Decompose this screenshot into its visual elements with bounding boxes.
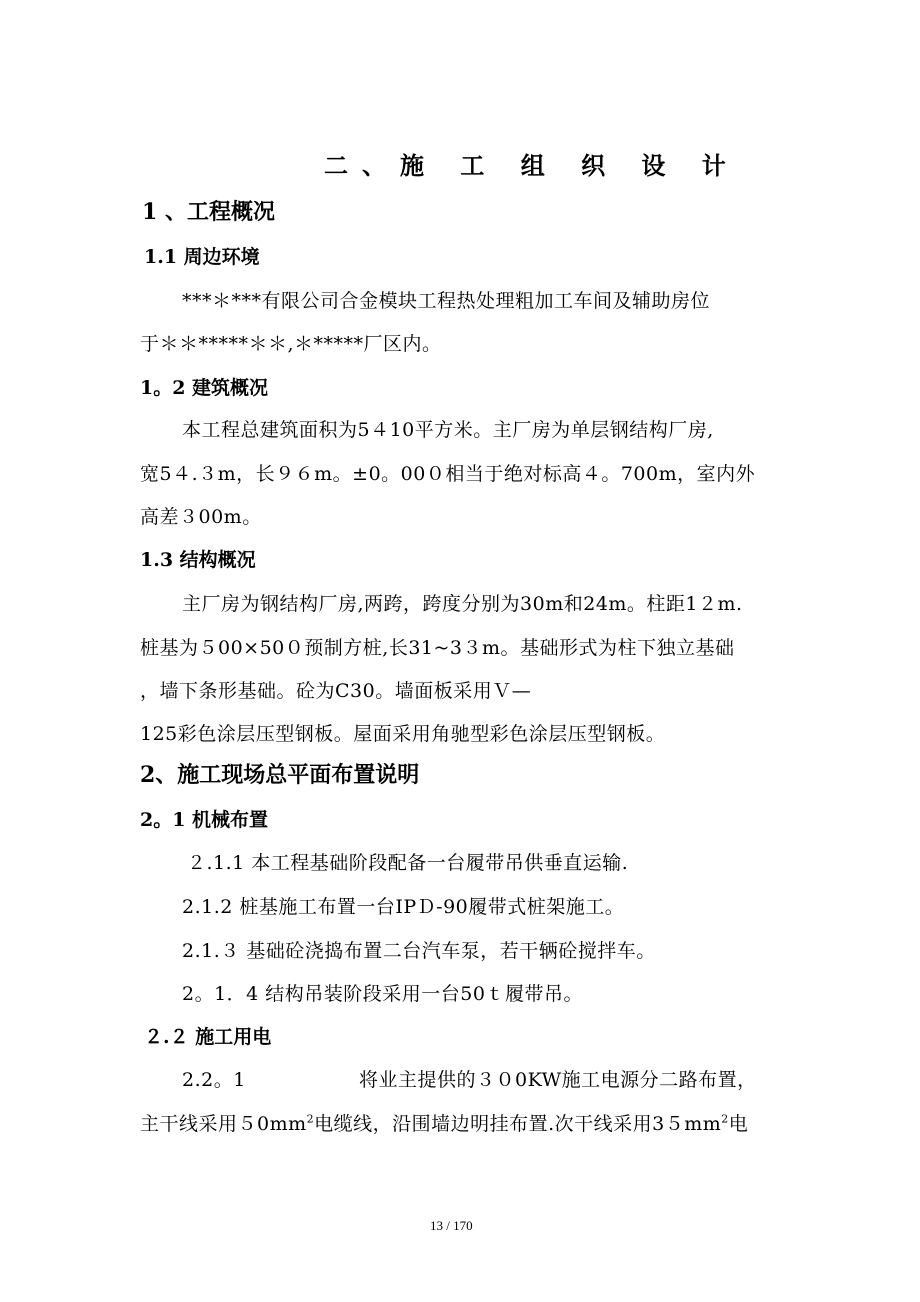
list-item-text: 将业主提供的３０0KW施工电源分二路布置， [359,1069,757,1091]
paragraph-line: 于＊＊*****＊＊,＊*****厂区内。 [140,333,442,355]
section-heading-2: 2、施工现场总平面布置说明 [140,762,420,788]
subsection-heading-2-1: 2。1 机械布置 [140,809,269,831]
paragraph-line: 本工程总建筑面积为5４10平方米。主厂房为单层钢结构厂房, [182,419,714,441]
paragraph-line [140,1110,748,1138]
subsection-heading-1-2: 1。2 建筑概况 [140,377,269,399]
list-item-number: 2.2。1 [182,1069,246,1091]
paragraph-line: ，墙下条形基础。砼为C30。墙面板采用Ｖ— [140,680,532,702]
list-item: 2。1．4 结构吊装阶段采用一台50ｔ履带吊。 [182,983,583,1005]
paragraph-line: ***＊***有限公司合金模块工程热处理粗加工车间及辅助房位 [182,290,711,312]
section-heading-1: 1 、工程概况 [142,199,275,225]
text-run: 电缆线，沿围墙边明挂布置.次干线采用3５mm [314,1113,722,1135]
list-item: ２.1.1 本工程基础阶段配备一台履带吊供垂直运输. [187,852,629,874]
paragraph-line: 主厂房为钢结构厂房,两跨，跨度分别为30m和24m。柱距1２m. [182,593,743,615]
paragraph-line: 125彩色涂层压型钢板。屋面采用角驰型彩色涂层压型钢板。 [140,723,666,745]
superscript: 2 [721,1112,729,1126]
subsection-heading-2-2: ２.２ 施工用电 [144,1026,272,1048]
page-number: 13 / 170 [430,1218,473,1233]
paragraph-line: 桩基为５00×50０预制方桩,长31~3３m。基础形式为柱下独立基础 [140,637,735,659]
subsection-heading-1-3: 1.3 结构概况 [140,549,256,571]
superscript: 2 [306,1112,315,1126]
paragraph-line: 宽5４.３m，长９６m。±0。00０相当于绝对标高４。700m，室内外 [140,463,756,485]
text-run: 主干线采用５0mm [140,1113,307,1135]
subsection-heading-1-1: 1.1 周边环境 [144,246,260,268]
list-item: 2.1.2 桩基施工布置一台IPＤ-90履带式桩架施工。 [182,896,625,918]
document-title: 二、施 工 组 织 设 计 [324,151,740,180]
text-run: 电 [728,1113,749,1135]
paragraph-line: 高差３00m。 [140,506,262,528]
list-item: 2.1.３ 基础砼浇捣布置二台汽车泵，若干辆砼搅拌车。 [182,940,656,962]
